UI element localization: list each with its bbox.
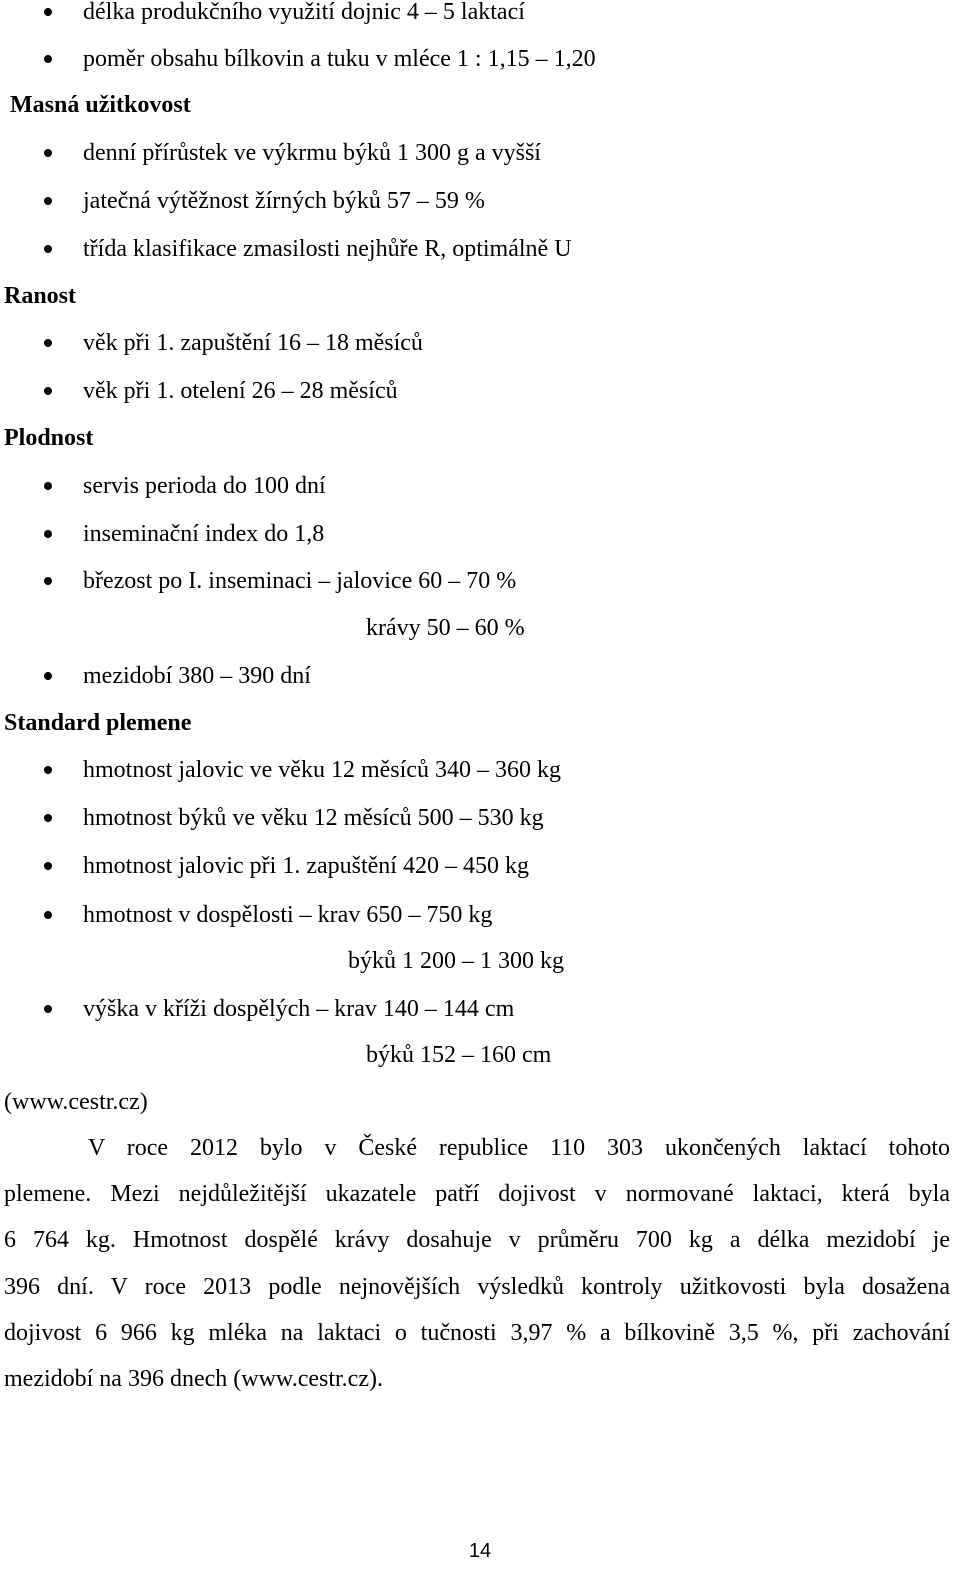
bullet-icon	[44, 530, 52, 538]
bullet-icon	[44, 8, 52, 16]
list-item-continuation: býků 152 – 160 cm	[366, 1042, 552, 1068]
bullet-icon	[44, 245, 52, 253]
paragraph-line: 396 dní. V roce 2013 podle nejnovějších výsledků kontroly užitkovosti byla dosažena	[4, 1274, 950, 1300]
bullet-icon	[44, 862, 52, 870]
document-page: délka produkčního využití dojnic 4 – 5 laktací poměr obsahu bílkovin a tuku v mléce 1 : 1,15 – 1,20 Masná užitkovost denní přírůstek ve výkrmu býků 1 300 g a vyšší jatečná výtěžnost žírných býků 57 – 59 % třída klasifikace zmasilosti nejhůře R, optimálně U Ranost věk při 1. zapuštění 16 – 18 měsíců věk při 1. otelení 26 – 28 měsíců Plodnost servis perioda do 100 dní inseminační index do 1,8 březost po I. inseminaci – jalovice 60 – 70 % krávy 50 – 60 % mezidobí 380 – 390 dní Standard plemene hmotnost jalovic ve věku 12 měsíců 340 – 360 kg hmotnost býků ve věku 12 měsíců 500 – 530 kg hmotnost jalovic při 1. zapuštění 420 – 450 kg hmotnost v dospělosti – krav 650 – 750 kg býků 1 200 – 1 300 kg výška v kříži dospělých – krav 140 – 144 cm býků 152 – 160 cm (www.cestr.cz) V roce 2012 bylo v České republice 110 303 ukončených laktací tohoto plemene. Mezi nejdůležitější ukazatele patří dojivost v normované laktaci, která byla 6 764 kg. Hmotnost dospělé krávy dosahuje v průměru 700 kg a délka mezidobí je 396 dní. V roce 2013 podle nejnovějších výsledků kontroly užitkovosti byla dosažena dojivost 6 966 kg mléka na laktaci o tučnosti 3,97 % a bílkovině 3,5 %, při zachování mezidobí na 396 dnech (www.cestr.cz). 14	[0, 0, 960, 1576]
bullet-icon	[44, 1005, 52, 1013]
paragraph-line: 6 764 kg. Hmotnost dospělé krávy dosahuje v průměru 700 kg a délka mezidobí je	[4, 1227, 950, 1253]
section-heading: Plodnost	[4, 425, 94, 451]
paragraph-line: mezidobí na 396 dnech (www.cestr.cz).	[4, 1366, 383, 1392]
paragraph-line: plemene. Mezi nejdůležitější ukazatele patří dojivost v normované laktaci, která byla	[4, 1181, 950, 1207]
bullet-icon	[44, 197, 52, 205]
bullet-icon	[44, 911, 52, 919]
bullet-icon	[44, 387, 52, 395]
bullet-icon	[44, 339, 52, 347]
section-heading: Standard plemene	[4, 710, 192, 736]
bullet-icon	[44, 482, 52, 490]
bullet-icon	[44, 149, 52, 157]
source-citation: (www.cestr.cz)	[4, 1089, 148, 1115]
bullet-icon	[44, 814, 52, 822]
list-item-continuation: krávy 50 – 60 %	[366, 615, 525, 641]
bullet-icon	[44, 55, 52, 63]
bullet-icon	[44, 577, 52, 585]
section-heading: Masná užitkovost	[10, 92, 191, 118]
page-number: 14	[468, 1540, 492, 1562]
list-item-continuation: býků 1 200 – 1 300 kg	[348, 948, 564, 974]
paragraph-line: V roce 2012 bylo v České republice 110 303 ukončených laktací tohoto	[88, 1135, 950, 1161]
paragraph-line: dojivost 6 966 kg mléka na laktaci o tučnosti 3,97 % a bílkovině 3,5 %, při zachování	[4, 1320, 950, 1346]
section-heading: Ranost	[4, 283, 77, 309]
bullet-icon	[44, 766, 52, 774]
bullet-icon	[44, 672, 52, 680]
